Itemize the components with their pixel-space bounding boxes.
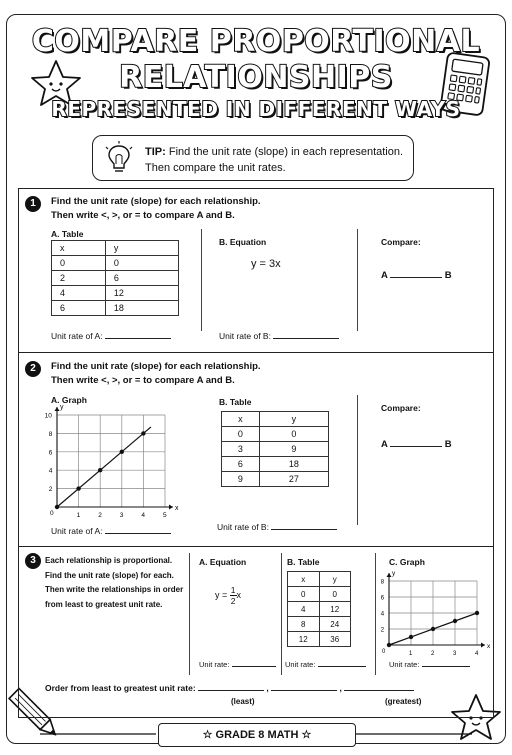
y-tick-label: 10: [44, 412, 52, 420]
question-3-line3: Then write the relationships in order: [45, 585, 184, 594]
compare-blank[interactable]: [390, 277, 442, 278]
graph-title: C. Graph: [389, 557, 425, 567]
x-tick-label: 1: [409, 651, 413, 657]
table-row: 0 0: [52, 256, 179, 271]
x-axis-arrow: [169, 505, 173, 510]
x-tick-label: 4: [141, 512, 146, 519]
data-point: [55, 505, 59, 509]
y-tick-label: 4: [380, 611, 385, 618]
table-row: 8 24: [288, 617, 351, 632]
answer-blank[interactable]: [271, 529, 337, 530]
table-title: A. Table: [51, 229, 84, 239]
table-row: 6 18: [52, 301, 179, 316]
y-tick-label: 4: [48, 467, 53, 475]
table-row: 2 6: [52, 271, 179, 286]
y-tick-label: 2: [48, 486, 53, 494]
compare-title: Compare:: [381, 237, 421, 247]
table-row: 9 27: [222, 472, 329, 487]
unit-rate-b: Unit rate:: [285, 658, 366, 672]
y-axis-arrow: [387, 573, 392, 577]
order-blank-middle[interactable]: [271, 690, 337, 691]
x-tick-label: 3: [453, 651, 457, 657]
unit-rate-b: Unit rate of B:: [217, 520, 337, 534]
equation-title: B. Equation: [219, 237, 267, 247]
table-row: 4 12: [52, 286, 179, 301]
question-number: 1: [25, 196, 41, 212]
tip-line2: Then compare the unit rates.: [145, 162, 286, 174]
y-axis-arrow: [55, 407, 60, 411]
y-tick-label: 2: [380, 627, 385, 634]
table-header: y: [259, 412, 328, 427]
answer-blank[interactable]: [105, 533, 171, 534]
data-point: [141, 431, 145, 435]
table-row: 4 12: [288, 602, 351, 617]
unit-rate-a: Unit rate of A:: [51, 329, 171, 343]
unit-rate-b: Unit rate of B:: [219, 329, 339, 343]
data-point: [98, 468, 102, 472]
x-tick-label: 2: [431, 651, 435, 657]
answer-blank[interactable]: [422, 666, 470, 667]
question-3-section: [18, 546, 494, 718]
table-header: x: [222, 412, 260, 427]
origin-label: 0: [382, 649, 386, 655]
data-point: [453, 619, 457, 623]
page-title: COMPARE PROPORTIONAL: [31, 24, 481, 59]
answer-blank[interactable]: [105, 338, 171, 339]
answer-blank[interactable]: [273, 338, 339, 339]
order-blank-greatest[interactable]: [344, 690, 414, 691]
answer-blank[interactable]: [318, 666, 366, 667]
table-header: y: [319, 572, 351, 587]
question-3-line4: from least to greatest unit rate.: [45, 599, 163, 609]
graph-a: [39, 403, 189, 523]
unit-rate-a: Unit rate:: [199, 658, 276, 672]
table-header: x: [288, 572, 320, 587]
order-row: Order from least to greatest unit rate: , ,: [45, 681, 414, 695]
x-tick-label: 5: [163, 512, 167, 519]
y-axis-label: y: [60, 404, 64, 411]
equation: y = $\frac{1}{2}$ x: [215, 585, 242, 606]
data-point: [387, 643, 391, 647]
origin-label: 0: [50, 510, 54, 517]
y-tick-label: 8: [48, 430, 53, 438]
data-point: [76, 486, 80, 490]
compare-blank[interactable]: [390, 446, 442, 447]
unit-rate-c: Unit rate:: [389, 658, 470, 672]
data-point: [409, 635, 413, 639]
question-2-line2: Then write <, >, or = to compare A and B.: [51, 375, 235, 386]
lightbulb-icon: [105, 141, 133, 175]
tip-box: [92, 135, 414, 181]
question-1-line1: Find the unit rate (slope) for each relationship.: [51, 196, 261, 207]
star-icon: ☆: [202, 729, 213, 741]
order-blank-least[interactable]: [198, 690, 264, 691]
y-tick-label: 6: [48, 449, 53, 457]
page-title-line2: RELATIONSHIPS: [119, 60, 393, 95]
data-table: [51, 240, 179, 316]
question-2-section: [18, 352, 494, 547]
compare-title: Compare:: [381, 403, 421, 413]
page-subtitle: REPRESENTED IN DIFFERENT WAYS: [51, 97, 461, 121]
footer-label: GRADE 8 MATH: [215, 729, 299, 741]
least-label: (least): [231, 697, 255, 706]
question-number: 2: [25, 361, 41, 377]
x-tick-label: 4: [475, 651, 479, 657]
footer-badge: [158, 723, 356, 747]
question-2-line1: Find the unit rate (slope) for each relationship.: [51, 361, 261, 372]
tip-label: TIP:: [145, 146, 166, 158]
table-title: B. Table: [287, 557, 320, 567]
x-axis-label: x: [487, 643, 491, 650]
data-point: [475, 611, 479, 615]
greatest-label: (greatest): [385, 697, 422, 706]
table-header: x: [52, 241, 106, 256]
y-tick-label: 8: [380, 579, 385, 586]
x-tick-label: 1: [76, 512, 81, 519]
graph-title: A. Graph: [51, 395, 87, 405]
question-3-line1: Each relationship is proportional.: [45, 556, 173, 565]
data-table: [287, 571, 351, 647]
question-3-line2: Find the unit rate (slope) for each.: [45, 570, 174, 580]
question-number: 3: [25, 553, 41, 569]
data-table: [221, 411, 329, 487]
x-axis-arrow: [481, 643, 485, 648]
table-row: 6 18: [222, 457, 329, 472]
equation-title: A. Equation: [199, 557, 247, 567]
table-row: 0 0: [222, 427, 329, 442]
question-1-line2: Then write <, >, or = to compare A and B.: [51, 210, 235, 221]
tip-line1: Find the unit rate (slope) in each representation.: [168, 146, 404, 158]
data-point: [431, 627, 435, 631]
x-axis-label: x: [175, 505, 179, 512]
compare-row: A B: [381, 439, 452, 450]
star-icon: ☆: [301, 729, 312, 741]
equation: y = 3x: [251, 258, 281, 270]
question-1-section: [18, 188, 494, 353]
table-header: y: [105, 241, 178, 256]
data-point: [120, 450, 124, 454]
unit-rate-a: Unit rate of A:: [51, 524, 171, 538]
y-axis-label: y: [392, 570, 396, 577]
graph-c: [377, 569, 491, 659]
table-title: B. Table: [219, 397, 252, 407]
answer-blank[interactable]: [232, 666, 276, 667]
x-tick-label: 2: [98, 512, 102, 519]
table-row: 12 36: [288, 632, 351, 647]
compare-row: A B: [381, 270, 452, 281]
y-tick-label: 6: [380, 595, 385, 602]
x-tick-label: 3: [119, 512, 124, 519]
series-line: [57, 427, 151, 507]
table-row: 3 9: [222, 442, 329, 457]
table-row: 0 0: [288, 587, 351, 602]
